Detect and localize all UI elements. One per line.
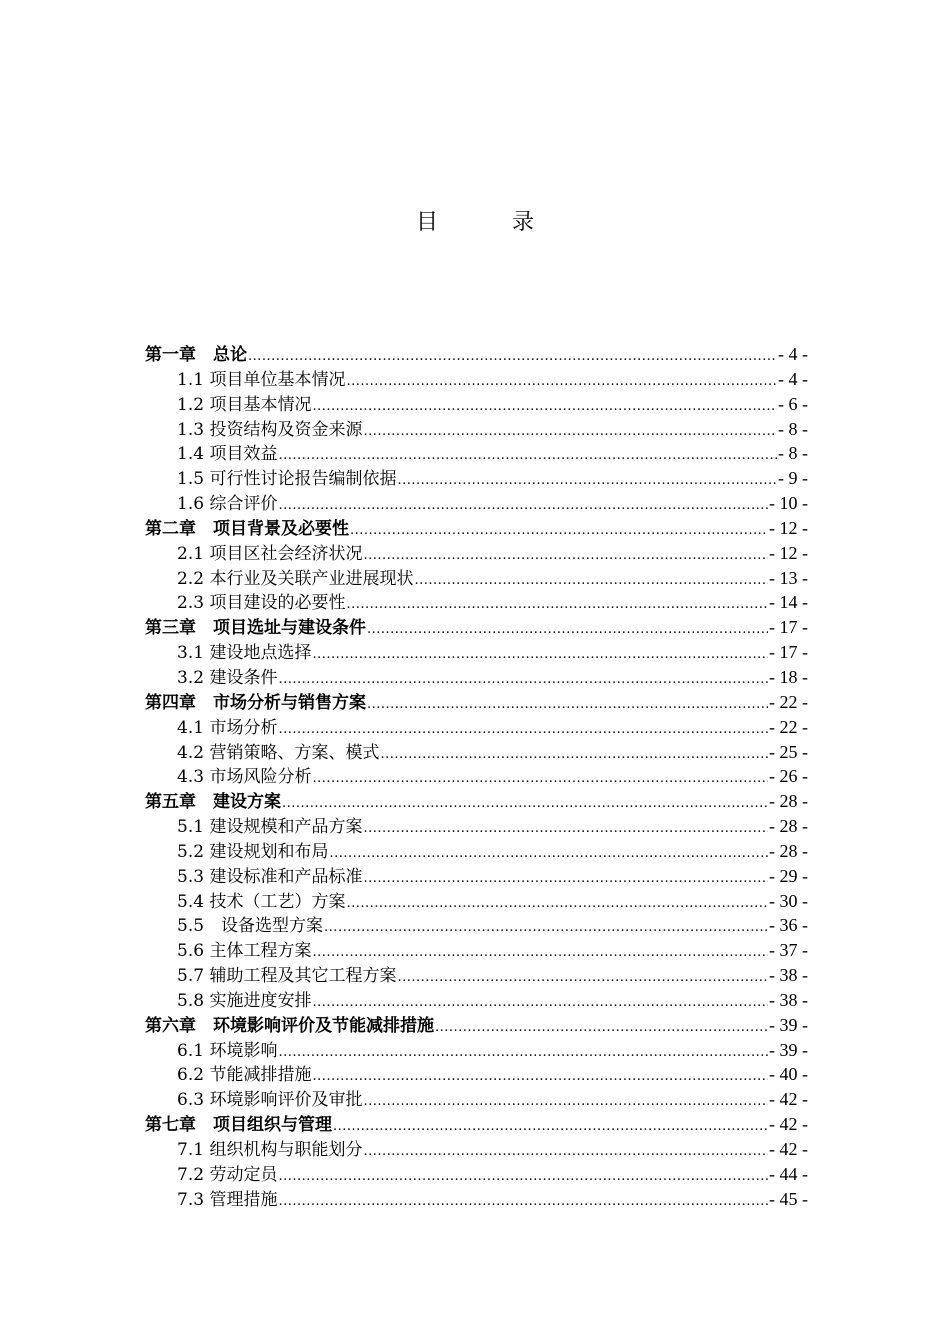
toc-entry-title: 第三章 项目选址与建设条件 xyxy=(145,618,366,639)
toc-chapter-entry[interactable] xyxy=(145,690,808,715)
toc-page-number: - 22 - xyxy=(769,691,808,712)
toc-section-entry[interactable] xyxy=(145,839,808,864)
toc-chapter-entry[interactable] xyxy=(145,516,808,541)
toc-page-number: - 22 - xyxy=(769,716,808,737)
toc-page-number: - 28 - xyxy=(769,816,808,837)
toc-chapter-entry[interactable] xyxy=(145,1013,808,1038)
toc-section-entry[interactable] xyxy=(145,441,808,466)
toc-dot-leader xyxy=(363,1140,768,1165)
toc-entry-title: 5.1 建设规模和产品方案 xyxy=(177,817,363,838)
table-of-contents xyxy=(145,342,808,1212)
toc-entry-title: 7.3 管理措施 xyxy=(177,1189,278,1210)
toc-dot-leader xyxy=(397,469,777,494)
toc-dot-leader xyxy=(248,345,777,370)
toc-page-number: - 18 - xyxy=(769,666,808,687)
toc-dot-leader xyxy=(414,569,768,594)
toc-section-entry[interactable] xyxy=(145,1038,808,1063)
toc-section-entry[interactable] xyxy=(145,889,808,914)
toc-section-entry[interactable] xyxy=(145,1162,808,1187)
toc-dot-leader xyxy=(278,494,768,519)
toc-entry-title: 2.2 本行业及关联产业进展现状 xyxy=(177,568,414,589)
toc-dot-leader xyxy=(312,643,768,668)
toc-page-number: - 12 - xyxy=(769,542,808,563)
toc-dot-leader xyxy=(346,370,777,395)
toc-section-entry[interactable] xyxy=(145,417,808,442)
toc-dot-leader xyxy=(346,892,768,917)
toc-page-number: - 9 - xyxy=(778,468,808,489)
toc-dot-leader xyxy=(363,544,768,569)
toc-page-number: - 38 - xyxy=(769,989,808,1010)
toc-dot-leader xyxy=(346,593,768,618)
toc-entry-title: 5.2 建设规划和布局 xyxy=(177,841,329,862)
toc-entry-title: 7.2 劳动定员 xyxy=(177,1164,278,1185)
toc-entry-title: 4.2 营销策略、方案、模式 xyxy=(177,742,380,763)
toc-dot-leader xyxy=(397,966,768,991)
toc-dot-leader xyxy=(333,1115,768,1140)
toc-section-entry[interactable] xyxy=(145,392,808,417)
toc-page-number: - 30 - xyxy=(769,890,808,911)
toc-page-number: - 6 - xyxy=(778,393,808,414)
toc-entry-title: 2.1 项目区社会经济状况 xyxy=(177,543,363,564)
toc-section-entry[interactable] xyxy=(145,740,808,765)
toc-page-number: - 37 - xyxy=(769,940,808,961)
toc-entry-title: 5.7 辅助工程及其它工程方案 xyxy=(177,966,397,987)
toc-section-entry[interactable] xyxy=(145,541,808,566)
toc-dot-leader xyxy=(363,1090,768,1115)
toc-page-number: - 42 - xyxy=(769,1139,808,1159)
toc-entry-title: 第五章 建设方案 xyxy=(145,792,281,813)
toc-section-entry[interactable] xyxy=(145,764,808,789)
toc-page-number: - 13 - xyxy=(769,567,808,588)
toc-page-number: - 26 - xyxy=(769,766,808,787)
toc-entry-title: 第二章 项目背景及必要性 xyxy=(145,518,349,539)
toc-dot-leader xyxy=(312,767,768,792)
toc-entry-title: 2.3 项目建设的必要性 xyxy=(177,593,346,614)
toc-page-number: - 4 - xyxy=(778,344,808,364)
toc-section-entry[interactable] xyxy=(145,665,808,690)
toc-dot-leader xyxy=(278,444,777,469)
toc-entry-title: 5.5 设备选型方案 xyxy=(177,916,324,937)
toc-page-number: - 8 - xyxy=(778,418,808,439)
toc-section-entry[interactable] xyxy=(145,566,808,591)
toc-page-number: - 36 - xyxy=(769,915,808,936)
toc-page-number: - 17 - xyxy=(769,617,808,638)
toc-section-entry[interactable] xyxy=(145,814,808,839)
toc-entry-title: 第七章 项目组织与管理 xyxy=(145,1115,332,1136)
toc-page-number: - 14 - xyxy=(769,592,808,613)
toc-chapter-entry[interactable] xyxy=(145,615,808,640)
toc-entry-title: 1.4 项目效益 xyxy=(177,444,278,465)
toc-dot-leader xyxy=(367,618,768,643)
toc-entry-title: 第六章 环境影响评价及节能减排措施 xyxy=(145,1015,434,1036)
toc-dot-leader xyxy=(363,817,768,842)
toc-entry-title: 第四章 市场分析与销售方案 xyxy=(145,692,366,713)
toc-section-entry[interactable] xyxy=(145,938,808,963)
toc-page-number: - 12 - xyxy=(769,517,808,538)
toc-section-entry[interactable] xyxy=(145,1087,808,1112)
toc-section-entry[interactable] xyxy=(145,715,808,740)
toc-dot-leader xyxy=(363,420,777,445)
toc-dot-leader xyxy=(367,693,768,718)
toc-page-number: - 42 - xyxy=(769,1114,808,1135)
toc-page-number: - 45 - xyxy=(769,1188,808,1209)
toc-entry-title: 6.3 环境影响评价及审批 xyxy=(177,1090,363,1111)
toc-page-number: - 8 - xyxy=(778,443,808,464)
toc-chapter-entry[interactable] xyxy=(145,1112,808,1137)
toc-section-entry[interactable] xyxy=(145,491,808,516)
toc-section-entry[interactable] xyxy=(145,1137,808,1162)
toc-page-number: - 28 - xyxy=(769,840,808,861)
toc-section-entry[interactable] xyxy=(145,367,808,392)
toc-entry-title: 5.3 建设标准和产品标准 xyxy=(177,866,363,887)
toc-entry-title: 3.2 建设条件 xyxy=(177,667,278,688)
page-title: 目 录 xyxy=(415,210,560,235)
toc-section-entry[interactable] xyxy=(145,988,808,1013)
toc-section-entry[interactable] xyxy=(145,864,808,889)
toc-page-number: - 38 - xyxy=(769,965,808,986)
toc-dot-leader xyxy=(380,743,768,768)
toc-section-entry[interactable] xyxy=(145,1187,808,1212)
toc-section-entry[interactable] xyxy=(145,466,808,491)
toc-entry-title: 6.2 节能减排措施 xyxy=(177,1065,312,1086)
toc-entry-title: 1.5 可行性讨论报告编制依据 xyxy=(177,469,397,490)
toc-dot-leader xyxy=(363,867,768,892)
toc-section-entry[interactable] xyxy=(145,590,808,615)
toc-section-entry[interactable] xyxy=(145,913,808,938)
toc-entry-title: 1.6 综合评价 xyxy=(177,494,278,515)
toc-dot-leader xyxy=(282,792,768,817)
toc-entry-title: 5.8 实施进度安排 xyxy=(177,990,312,1011)
toc-page-number: - 39 - xyxy=(769,1039,808,1060)
toc-page-number: - 42 - xyxy=(769,1089,808,1110)
toc-entry-title: 3.1 建设地点选择 xyxy=(177,643,312,664)
toc-entry-title: 7.1 组织机构与职能划分 xyxy=(177,1140,363,1160)
toc-entry-title: 6.1 环境影响 xyxy=(177,1040,278,1061)
toc-page-number: - 10 - xyxy=(769,493,808,514)
toc-entry-title: 1.2 项目基本情况 xyxy=(177,394,312,415)
toc-dot-leader xyxy=(312,395,777,420)
toc-page-number: - 40 - xyxy=(769,1064,808,1085)
toc-dot-leader xyxy=(324,916,768,941)
toc-dot-leader xyxy=(329,842,768,867)
toc-dot-leader xyxy=(312,1065,768,1090)
toc-page-number: - 29 - xyxy=(769,865,808,886)
toc-chapter-entry[interactable] xyxy=(145,342,808,367)
toc-entry-title: 4.1 市场分析 xyxy=(177,717,278,738)
toc-section-entry[interactable] xyxy=(145,640,808,665)
toc-dot-leader xyxy=(278,1165,768,1190)
toc-section-entry[interactable] xyxy=(145,963,808,988)
toc-dot-leader xyxy=(278,718,768,743)
toc-dot-leader xyxy=(312,991,768,1016)
toc-entry-title: 5.6 主体工程方案 xyxy=(177,941,312,962)
toc-section-entry[interactable] xyxy=(145,1062,808,1087)
toc-page-number: - 17 - xyxy=(769,642,808,663)
toc-dot-leader xyxy=(278,1041,768,1066)
toc-page-number: - 39 - xyxy=(769,1014,808,1035)
toc-entry-title: 第一章 总论 xyxy=(145,345,247,365)
toc-entry-title: 4.3 市场风险分析 xyxy=(177,767,312,788)
toc-dot-leader xyxy=(278,668,768,693)
toc-dot-leader xyxy=(350,519,768,544)
toc-dot-leader xyxy=(312,941,768,966)
toc-page-number: - 28 - xyxy=(769,791,808,812)
toc-entry-title: 5.4 技术（工艺）方案 xyxy=(177,891,346,912)
toc-page-number: - 44 - xyxy=(769,1163,808,1184)
toc-page-number: - 4 - xyxy=(778,368,808,389)
toc-chapter-entry[interactable] xyxy=(145,789,808,814)
toc-page-number: - 25 - xyxy=(769,741,808,762)
toc-dot-leader xyxy=(435,1016,768,1041)
toc-dot-leader xyxy=(278,1190,768,1215)
toc-entry-title: 1.3 投资结构及资金来源 xyxy=(177,419,363,440)
toc-entry-title: 1.1 项目单位基本情况 xyxy=(177,369,346,390)
